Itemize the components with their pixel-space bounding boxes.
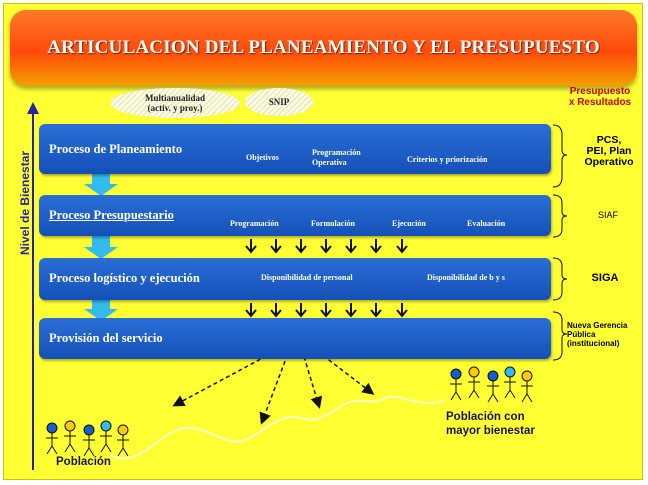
label-disponibilidad-bys: Disponibilidad de b y s <box>427 273 505 282</box>
bar-planeamiento-title: Proceso de Planeamiento <box>49 142 183 156</box>
label-evaluacion: Evaluación <box>467 219 506 228</box>
label-disponibilidad-personal: Disponibilidad de personal <box>261 273 353 282</box>
slide-title: ARTICULACION DEL PLANEAMIENTO Y EL PRESUPUESTO <box>47 37 600 58</box>
side-pcs-line1: PCS, <box>596 134 622 146</box>
side-gerencia-line2: Pública <box>567 330 596 339</box>
bracket-provision <box>553 312 567 360</box>
side-gerencia-line3: (institucional) <box>567 339 620 348</box>
bar-logistico-title: Proceso logístico y ejecución <box>49 271 200 285</box>
side-siaf-line: SIAF <box>597 210 618 220</box>
side-label-pcs <box>575 135 643 168</box>
label-objetivos: Objetivos <box>246 153 279 162</box>
resultados-line: x Resultados <box>568 97 632 108</box>
progression-wave <box>110 397 445 459</box>
population-end-label <box>446 410 535 438</box>
label-operativa: Operativa <box>312 158 347 167</box>
side-siga-line: SIGA <box>591 272 619 284</box>
axis-label-nivel-bienestar: Nivel de Bienestar <box>18 150 32 255</box>
bar-presupuestario-title: Proceso Presupuestario <box>49 208 174 222</box>
bar-provision-title: Provisión del servicio <box>49 331 163 345</box>
bracket-planeamiento <box>553 125 567 187</box>
side-label-siaf <box>583 210 633 220</box>
label-formulacion: Formulación <box>311 219 355 228</box>
multianualidad-sublabel: (activ. y proy.) <box>147 103 203 113</box>
bar-presupuestario <box>39 195 551 236</box>
bracket-presupuestario <box>553 195 567 237</box>
label-programacion-p: Programación <box>230 219 279 228</box>
down-arrows-row1 <box>246 239 407 252</box>
people-icon-right <box>450 367 533 402</box>
multianualidad-label: Multianualidad <box>144 93 206 103</box>
population-start-label: Población <box>56 456 111 468</box>
bar-provision <box>39 318 551 359</box>
label-criterios: Criterios y priorización <box>407 155 488 164</box>
label-ejecucion: Ejecución <box>392 219 426 228</box>
snip-label: SNIP <box>268 97 290 107</box>
bar-logistico <box>39 258 551 300</box>
bar-planeamiento <box>39 124 551 174</box>
bracket-logistico <box>553 258 567 300</box>
population-end-line1: Población con <box>446 411 525 423</box>
side-pcs-line2: PEI, Plan <box>586 145 632 157</box>
down-arrows-row2 <box>246 303 407 316</box>
people-icon-left <box>46 421 129 456</box>
side-label-gerencia <box>567 321 642 348</box>
side-label-siga <box>580 272 630 284</box>
side-gerencia-line1: Nueva Gerencia <box>567 321 628 330</box>
side-pcs-line3: Operativo <box>584 156 634 168</box>
population-end-line2: mayor bienestar <box>446 425 535 437</box>
presupuesto-line: Presupuesto <box>569 86 631 97</box>
vertical-axis-arrowhead <box>27 102 39 114</box>
label-programacion: Programación <box>312 148 361 157</box>
